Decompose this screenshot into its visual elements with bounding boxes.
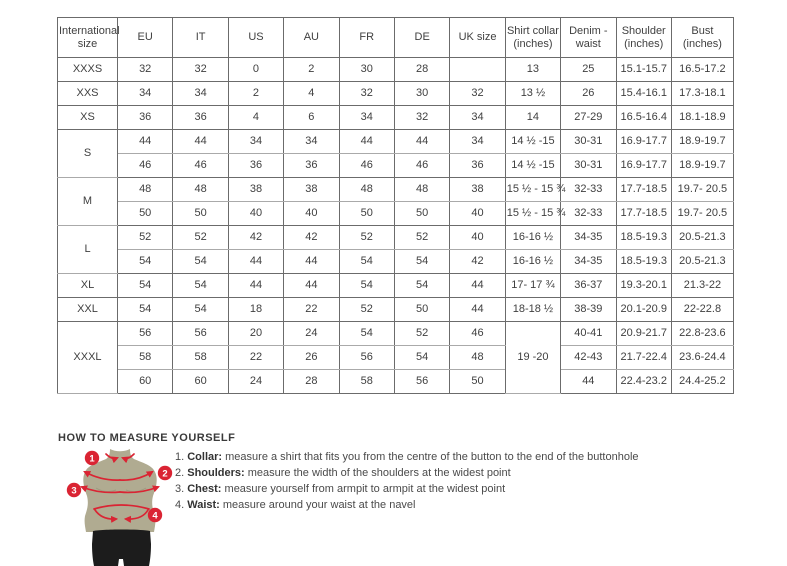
table-cell: 54 — [339, 250, 394, 274]
step-text: measure yourself from armpit to armpit at the widest point — [221, 483, 506, 495]
table-cell: 42 — [284, 226, 339, 250]
table-cell: 15 ½ - 15 ¾ — [505, 178, 560, 202]
table-cell: 34 — [284, 130, 339, 154]
table-cell: 50 — [173, 202, 228, 226]
table-cell: 4 — [284, 82, 339, 106]
badge-2-shoulders — [158, 466, 172, 480]
table-cell: 44 — [394, 130, 449, 154]
table-cell: 15.1-15.7 — [616, 58, 671, 82]
table-cell: 38 — [284, 178, 339, 202]
table-row — [58, 250, 734, 274]
step-label: Collar: — [187, 451, 223, 463]
size-cell: XXS — [58, 82, 118, 106]
size-cell: XXXS — [58, 58, 118, 82]
step-number: 2. — [175, 467, 188, 479]
size-cell: XXXL — [58, 322, 118, 394]
shorts-silhouette — [92, 530, 151, 566]
table-cell: 14 ½ -15 — [505, 154, 560, 178]
table-row — [58, 298, 734, 322]
table-cell: 52 — [173, 226, 228, 250]
table-cell: 16.9-17.7 — [616, 154, 671, 178]
table-cell: 14 — [505, 106, 560, 130]
table-cell: 30-31 — [561, 154, 616, 178]
table-cell: 24 — [228, 370, 283, 394]
table-cell: 15 ½ - 15 ¾ — [505, 202, 560, 226]
table-cell: 54 — [173, 298, 228, 322]
table-cell: 48 — [118, 178, 173, 202]
table-cell: 34-35 — [561, 226, 616, 250]
table-cell: 32 — [118, 58, 173, 82]
size-chart-header — [58, 18, 734, 58]
step-text: measure a shirt that fits you from the centre of the button to the end of the buttonhole — [222, 451, 639, 463]
size-cell: XL — [58, 274, 118, 298]
column-header: EU — [118, 18, 173, 58]
table-cell: 16.9-17.7 — [616, 130, 671, 154]
table-cell: 48 — [394, 178, 449, 202]
table-cell: 52 — [339, 298, 394, 322]
table-cell: 18 — [228, 298, 283, 322]
table-cell: 20.1-20.9 — [616, 298, 671, 322]
table-cell: 40 — [450, 202, 505, 226]
table-cell: 44 — [173, 130, 228, 154]
table-cell: 18.9-19.7 — [671, 154, 733, 178]
table-row — [58, 226, 734, 250]
step-label: Chest: — [187, 483, 222, 495]
svg-text:4: 4 — [152, 510, 158, 522]
table-cell: 50 — [118, 202, 173, 226]
table-cell: 40 — [450, 226, 505, 250]
table-row — [58, 370, 734, 394]
table-cell: 27-29 — [561, 106, 616, 130]
table-cell: 30-31 — [561, 130, 616, 154]
table-cell: 58 — [118, 346, 173, 370]
table-cell: 52 — [118, 226, 173, 250]
svg-text:1: 1 — [89, 453, 95, 465]
table-cell: 18.9-19.7 — [671, 130, 733, 154]
table-cell: 19 -20 — [505, 322, 560, 394]
size-chart-body — [58, 58, 734, 394]
svg-text:2: 2 — [162, 468, 168, 480]
table-cell: 34 — [450, 106, 505, 130]
table-cell: 44 — [284, 274, 339, 298]
table-cell — [450, 58, 505, 82]
step-text: measure around your waist at the navel — [219, 499, 416, 511]
table-cell: 34 — [450, 130, 505, 154]
table-cell: 54 — [118, 298, 173, 322]
table-cell: 44 — [228, 250, 283, 274]
column-header: UK size — [450, 18, 505, 58]
table-cell: 13 ½ — [505, 82, 560, 106]
table-cell: 19.3-20.1 — [616, 274, 671, 298]
table-cell: 40-41 — [561, 322, 616, 346]
column-header: AU — [284, 18, 339, 58]
table-cell: 32 — [339, 82, 394, 106]
table-cell: 18.5-19.3 — [616, 226, 671, 250]
table-cell: 17.7-18.5 — [616, 178, 671, 202]
table-cell: 56 — [394, 370, 449, 394]
badge-3-chest — [67, 483, 81, 497]
step-text: measure the width of the shoulders at the widest point — [244, 467, 511, 479]
measure-step — [175, 465, 639, 481]
table-cell: 54 — [394, 274, 449, 298]
table-cell: 28 — [284, 370, 339, 394]
table-cell: 36 — [284, 154, 339, 178]
table-cell: 38 — [450, 178, 505, 202]
table-cell: 26 — [284, 346, 339, 370]
table-cell: 18.5-19.3 — [616, 250, 671, 274]
table-cell: 34-35 — [561, 250, 616, 274]
measure-step — [175, 497, 639, 513]
table-cell: 34 — [339, 106, 394, 130]
table-cell: 46 — [450, 322, 505, 346]
size-cell: L — [58, 226, 118, 274]
table-cell: 36 — [118, 106, 173, 130]
table-cell: 16-16 ½ — [505, 250, 560, 274]
table-cell: 14 ½ -15 — [505, 130, 560, 154]
table-cell: 13 — [505, 58, 560, 82]
column-header: Shirt collar (inches) — [505, 18, 560, 58]
table-cell: 40 — [284, 202, 339, 226]
size-cell: S — [58, 130, 118, 178]
measure-heading: HOW TO MEASURE YOURSELF — [58, 432, 236, 444]
table-cell: 54 — [394, 250, 449, 274]
table-cell: 28 — [394, 58, 449, 82]
table-cell: 50 — [450, 370, 505, 394]
table-cell: 32 — [173, 58, 228, 82]
table-cell: 36-37 — [561, 274, 616, 298]
table-cell: 6 — [284, 106, 339, 130]
measure-step — [175, 481, 639, 497]
table-cell: 44 — [561, 370, 616, 394]
svg-text:3: 3 — [71, 485, 77, 497]
table-cell: 42 — [450, 250, 505, 274]
table-cell: 44 — [118, 130, 173, 154]
table-cell: 60 — [173, 370, 228, 394]
table-cell: 46 — [394, 154, 449, 178]
table-cell: 0 — [228, 58, 283, 82]
table-cell: 32 — [394, 106, 449, 130]
table-cell: 30 — [394, 82, 449, 106]
table-row — [58, 346, 734, 370]
table-cell: 20.5-21.3 — [671, 226, 733, 250]
table-row — [58, 106, 734, 130]
table-row — [58, 322, 734, 346]
table-cell: 20.9-21.7 — [616, 322, 671, 346]
table-cell: 52 — [339, 226, 394, 250]
table-cell: 56 — [173, 322, 228, 346]
table-cell: 22 — [284, 298, 339, 322]
table-cell: 16.5-17.2 — [671, 58, 733, 82]
table-cell: 25 — [561, 58, 616, 82]
table-cell: 54 — [339, 274, 394, 298]
table-cell: 32 — [450, 82, 505, 106]
table-cell: 44 — [284, 250, 339, 274]
table-cell: 56 — [118, 322, 173, 346]
size-cell: M — [58, 178, 118, 226]
column-header: FR — [339, 18, 394, 58]
table-cell: 36 — [450, 154, 505, 178]
table-cell: 19.7- 20.5 — [671, 202, 733, 226]
table-cell: 19.7- 20.5 — [671, 178, 733, 202]
table-cell: 58 — [173, 346, 228, 370]
size-cell: XXL — [58, 298, 118, 322]
table-cell: 34 — [173, 82, 228, 106]
mannequin-figure — [58, 446, 174, 566]
table-cell: 17- 17 ¾ — [505, 274, 560, 298]
table-cell: 38-39 — [561, 298, 616, 322]
table-cell: 46 — [118, 154, 173, 178]
table-cell: 2 — [284, 58, 339, 82]
step-label: Shoulders: — [187, 467, 245, 479]
table-cell: 38 — [228, 178, 283, 202]
badge-1-collar — [85, 451, 99, 465]
table-cell: 54 — [118, 250, 173, 274]
table-cell: 48 — [173, 178, 228, 202]
table-cell: 44 — [450, 274, 505, 298]
step-label: Waist: — [187, 499, 220, 511]
table-cell: 44 — [450, 298, 505, 322]
table-cell: 52 — [394, 226, 449, 250]
column-header: Shoulder (inches) — [616, 18, 671, 58]
table-cell: 54 — [394, 346, 449, 370]
table-cell: 46 — [339, 154, 394, 178]
table-row — [58, 130, 734, 154]
table-cell: 24 — [284, 322, 339, 346]
table-cell: 48 — [450, 346, 505, 370]
table-row — [58, 154, 734, 178]
column-header: Denim - waist — [561, 18, 616, 58]
table-cell: 42 — [228, 226, 283, 250]
step-number: 1. — [175, 451, 188, 463]
table-cell: 52 — [394, 322, 449, 346]
table-cell: 34 — [118, 82, 173, 106]
table-cell: 48 — [339, 178, 394, 202]
table-cell: 34 — [228, 130, 283, 154]
table-cell: 17.7-18.5 — [616, 202, 671, 226]
table-row — [58, 178, 734, 202]
column-header: International size — [58, 18, 118, 58]
table-cell: 16-16 ½ — [505, 226, 560, 250]
step-number: 4. — [175, 499, 188, 511]
badge-4-waist — [148, 508, 162, 522]
table-row — [58, 82, 734, 106]
table-cell: 54 — [118, 274, 173, 298]
table-row — [58, 274, 734, 298]
table-cell: 2 — [228, 82, 283, 106]
table-cell: 42-43 — [561, 346, 616, 370]
table-cell: 54 — [173, 274, 228, 298]
table-cell: 17.3-18.1 — [671, 82, 733, 106]
size-cell: XS — [58, 106, 118, 130]
table-cell: 54 — [173, 250, 228, 274]
table-cell: 32-33 — [561, 202, 616, 226]
table-cell: 24.4-25.2 — [671, 370, 733, 394]
table-cell: 21.7-22.4 — [616, 346, 671, 370]
table-cell: 44 — [339, 130, 394, 154]
table-cell: 32-33 — [561, 178, 616, 202]
table-cell: 21.3-22 — [671, 274, 733, 298]
column-header: Bust (inches) — [671, 18, 733, 58]
measure-step — [175, 449, 639, 465]
table-cell: 58 — [339, 370, 394, 394]
table-cell: 23.6-24.4 — [671, 346, 733, 370]
table-cell: 26 — [561, 82, 616, 106]
size-chart-table — [57, 17, 734, 394]
measure-steps-list — [175, 449, 639, 513]
table-row — [58, 202, 734, 226]
table-cell: 50 — [339, 202, 394, 226]
table-cell: 22.8-23.6 — [671, 322, 733, 346]
column-header: DE — [394, 18, 449, 58]
step-number: 3. — [175, 483, 188, 495]
table-cell: 22-22.8 — [671, 298, 733, 322]
table-cell: 46 — [173, 154, 228, 178]
table-cell: 50 — [394, 202, 449, 226]
table-cell: 44 — [228, 274, 283, 298]
table-cell: 20 — [228, 322, 283, 346]
table-cell: 22 — [228, 346, 283, 370]
table-cell: 20.5-21.3 — [671, 250, 733, 274]
table-cell: 60 — [118, 370, 173, 394]
table-cell: 30 — [339, 58, 394, 82]
table-cell: 22.4-23.2 — [616, 370, 671, 394]
table-cell: 15.4-16.1 — [616, 82, 671, 106]
size-chart-section — [57, 17, 734, 394]
table-cell: 56 — [339, 346, 394, 370]
table-cell: 18.1-18.9 — [671, 106, 733, 130]
table-cell: 50 — [394, 298, 449, 322]
table-row — [58, 58, 734, 82]
table-cell: 18-18 ½ — [505, 298, 560, 322]
column-header: IT — [173, 18, 228, 58]
column-header: US — [228, 18, 283, 58]
table-cell: 40 — [228, 202, 283, 226]
table-cell: 4 — [228, 106, 283, 130]
table-cell: 36 — [228, 154, 283, 178]
table-cell: 16.5-16.4 — [616, 106, 671, 130]
table-cell: 36 — [173, 106, 228, 130]
table-cell: 54 — [339, 322, 394, 346]
